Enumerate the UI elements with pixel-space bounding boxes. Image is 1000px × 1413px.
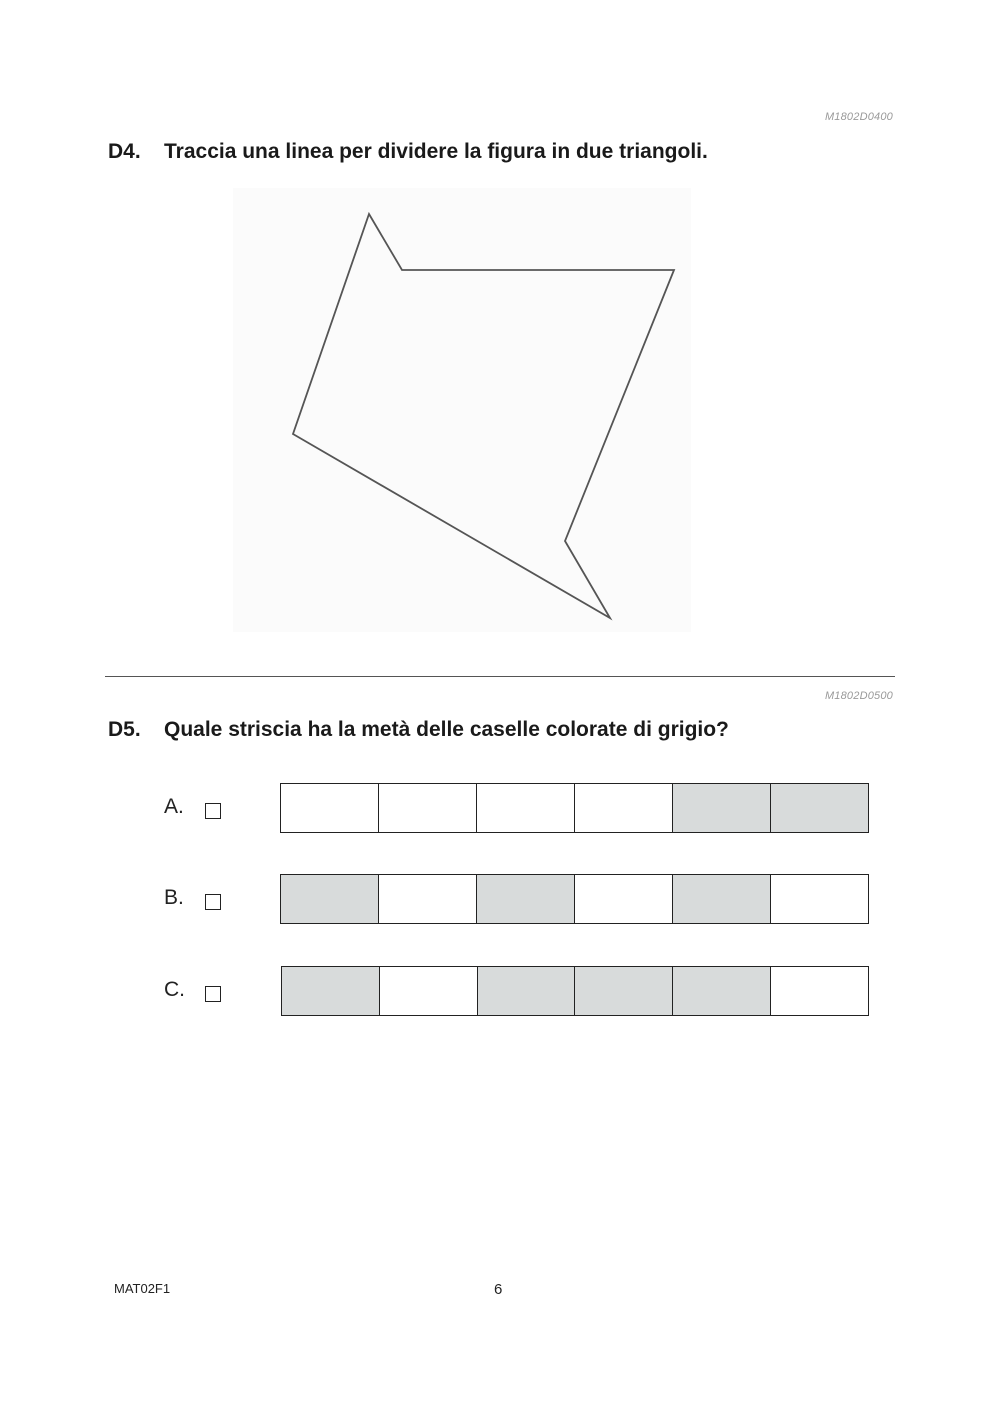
polygon-drawing[interactable] [233, 188, 691, 632]
grey-cell [477, 875, 575, 923]
question-d4 [108, 140, 708, 164]
question-number-d5: D5. [108, 718, 141, 741]
grey-cell [575, 967, 673, 1015]
option-letter-c: C. [164, 978, 185, 1001]
polygon-outline [293, 214, 674, 618]
form-code: MAT02F1 [114, 1281, 171, 1296]
grey-cell [478, 967, 576, 1015]
question-code-d5: M1802D0500 [824, 690, 893, 702]
strip-a [280, 783, 869, 833]
section-divider [105, 676, 895, 677]
option-b [164, 874, 874, 924]
option-a [164, 783, 874, 833]
white-cell [477, 784, 575, 832]
strip-b [280, 874, 869, 924]
option-c-checkbox[interactable] [205, 986, 221, 1002]
grey-cell [673, 784, 771, 832]
polygon-figure[interactable] [233, 188, 691, 632]
option-a-checkbox[interactable] [205, 803, 221, 819]
grey-cell [282, 967, 380, 1015]
option-letter-a: A. [164, 795, 184, 818]
grey-cell [673, 967, 771, 1015]
white-cell [771, 967, 868, 1015]
question-number-d4: D4. [108, 140, 141, 163]
question-code-d4: M1802D0400 [824, 111, 893, 123]
white-cell [379, 875, 477, 923]
option-c [164, 966, 874, 1016]
option-letter-b: B. [164, 886, 184, 909]
page-number: 6 [494, 1281, 503, 1298]
white-cell [575, 875, 673, 923]
white-cell [575, 784, 673, 832]
question-text-d5: Quale striscia ha la metà delle caselle colorate di grigio? [164, 718, 729, 741]
white-cell [379, 784, 477, 832]
strip-c [281, 966, 869, 1016]
grey-cell [771, 784, 868, 832]
white-cell [380, 967, 478, 1015]
white-cell [771, 875, 868, 923]
grey-cell [281, 875, 379, 923]
question-d5 [108, 718, 729, 742]
option-b-checkbox[interactable] [205, 894, 221, 910]
white-cell [281, 784, 379, 832]
question-text-d4: Traccia una linea per dividere la figura in due triangoli. [164, 140, 708, 163]
grey-cell [673, 875, 771, 923]
